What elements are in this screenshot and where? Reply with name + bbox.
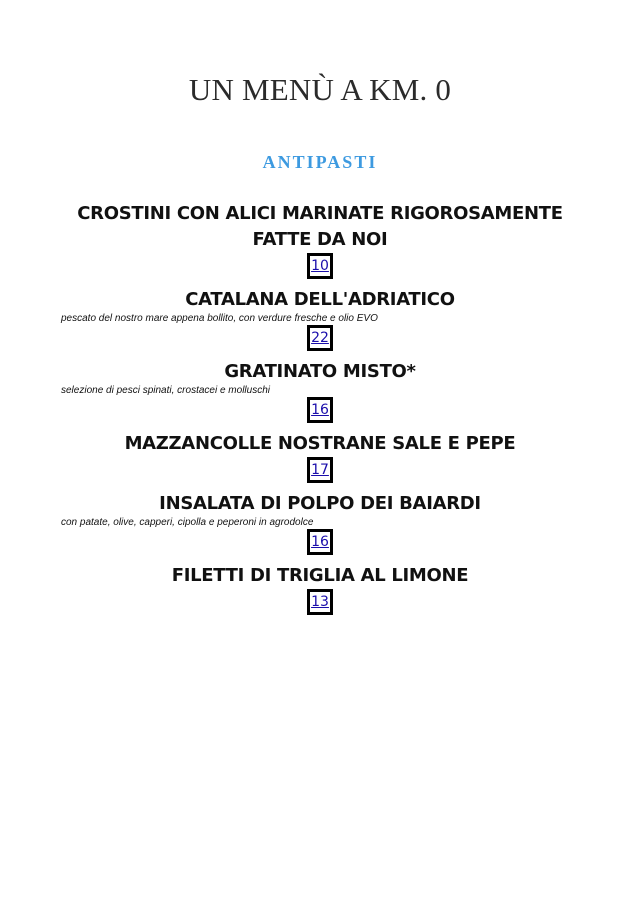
item-name: CROSTINI CON ALICI MARINATE RIGOROSAMENTE FATTE DA NOI <box>77 203 563 250</box>
item-description: con patate, olive, capperi, cipolla e peperoni in agrodolce <box>61 517 314 528</box>
item-name: GRATINATO MISTO* <box>224 361 416 382</box>
page-title: UN MENÙ A KM. 0 <box>188 72 452 107</box>
price-wrap <box>0 589 640 617</box>
price-link[interactable]: 17 <box>307 457 333 483</box>
section-title-antipasti: ANTIPASTI <box>262 152 378 172</box>
menu-item <box>0 287 640 353</box>
menu-item <box>0 491 640 557</box>
menu-item <box>0 201 640 281</box>
price-link[interactable]: 16 <box>307 529 333 555</box>
item-name: FILETTI DI TRIGLIA AL LIMONE <box>171 565 469 586</box>
item-name: CATALANA DELL'ADRIATICO <box>185 289 455 310</box>
price-link[interactable]: 13 <box>307 589 333 615</box>
menu-item <box>0 359 640 425</box>
menu-list <box>0 201 640 617</box>
item-description: pescato del nostro mare appena bollito, con verdure fresche e olio EVO <box>61 313 378 324</box>
price-link[interactable]: 22 <box>307 325 333 351</box>
item-description: selezione di pesci spinati, crostacei e molluschi <box>61 385 270 396</box>
menu-item <box>0 563 640 617</box>
item-name: MAZZANCOLLE NOSTRANE SALE E PEPE <box>124 433 516 454</box>
price-wrap <box>0 253 640 281</box>
price-wrap <box>0 457 640 485</box>
price-wrap <box>0 325 640 353</box>
price-link[interactable]: 10 <box>307 253 333 279</box>
item-name: INSALATA DI POLPO DEI BAIARDI <box>159 493 481 514</box>
price-link[interactable]: 16 <box>307 397 333 423</box>
price-wrap <box>0 529 640 557</box>
menu-item <box>0 431 640 485</box>
price-wrap <box>0 397 640 425</box>
